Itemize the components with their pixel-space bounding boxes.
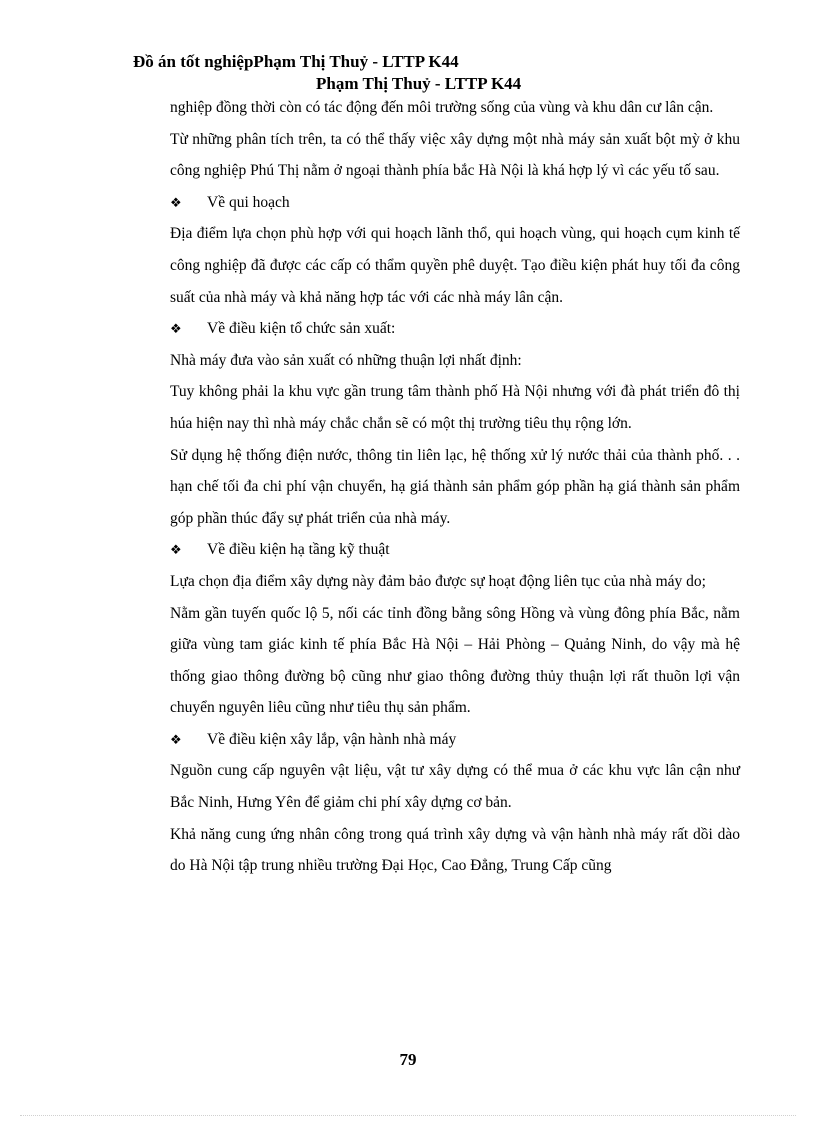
document-header-line2: Phạm Thị Thuỷ - LTTP K44 (316, 74, 522, 93)
paragraph: Nằm gần tuyến quốc lộ 5, nối các tỉnh đồng bằng sông Hồng và vùng đông phía Bắc, nằm giữa vùng tam giác kinh tế phía Bắc Hà Nội – Hải Phòng – Quảng Ninh, do vậy mà hệ thống giao thông đường bộ cũng như giao thông đường thủy thuận lợi rất thuõn lợi vận chuyển nguyên liêu cũng như tiêu thụ sản phẩm. (170, 604, 740, 717)
paragraph: Khả năng cung ứng nhân công trong quá trình xây dựng và vận hành nhà máy rất dồi dào do Hà Nội tập trung nhiều trường Đại Học, Cao Đẳng, Trung Cấp cũng (170, 825, 740, 875)
paragraph: Tuy không phải la khu vực gần trung tâm thành phố Hà Nội nhưng với đà phát triển đô thị húa hiện nay thì nhà máy chắc chắn sẽ có một thị trường tiêu thụ rộng lớn. (170, 383, 740, 432)
page-number: 79 (399, 1050, 417, 1069)
footer-divider (20, 1115, 796, 1116)
four-diamond-icon: ❖ (170, 542, 182, 558)
section-bullet (170, 724, 740, 756)
four-diamond-icon: ❖ (170, 194, 182, 210)
four-diamond-icon: ❖ (170, 321, 182, 337)
section-bullet (170, 534, 740, 566)
section-heading: Về điều kiện hạ tầng kỹ thuật (207, 541, 390, 559)
four-diamond-icon: ❖ (170, 731, 182, 747)
section-bullet (170, 187, 740, 219)
paragraph: Nhà máy đưa vào sản xuất có những thuận lợi nhất định: (170, 351, 522, 369)
paragraph: Nguồn cung cấp nguyên vật liệu, vật tư xây dựng có thể mua ở các khu vực lân cận như Bắc Ninh, Hưng Yên để giảm chi phí xây dựng cơ bản. (170, 762, 740, 812)
section-heading: Về điều kiện tổ chức sản xuất: (207, 320, 396, 338)
paragraph: Từ những phân tích trên, ta có thể thấy việc xây dựng một nhà máy sản xuất bột mỳ ở khu công nghiệp Phú Thị nằm ở ngoại thành phía bắc Hà Nội là khá hợp lý vì các yếu tố sau. (170, 130, 740, 180)
paragraph: Địa điểm lựa chọn phù hợp với qui hoạch lãnh thổ, qui hoạch vùng, qui hoạch cụm kinh tế công nghiệp đã được các cấp có thẩm quyền phê duyệt. Tạo điều kiện phát huy tối đa công suất của nhà máy và khả năng hợp tác với các nhà máy lân cận. (170, 225, 740, 306)
paragraph: Sử dụng hệ thống điện nước, thông tin liên lạc, hệ thống xử lý nước thải của thành phố. . . hạn chế tối đa chi phí vận chuyển, hạ giá thành sản phẩm góp phần hạ giá thành sản phẩm góp phần thúc đẩy sự phát triển của nhà máy. (170, 446, 740, 527)
paragraph: Lựa chọn địa điểm xây dựng này đảm bảo được sự hoạt động liên tục của nhà máy do; (170, 572, 706, 590)
page-body (170, 92, 740, 882)
section-bullet (170, 313, 740, 345)
section-heading: Về điều kiện xây lắp, vận hành nhà máy (207, 730, 457, 748)
section-heading: Về qui hoạch (207, 193, 290, 211)
paragraph: nghiệp đồng thời còn có tác động đến môi trường sống của vùng và khu dân cư lân cận. (170, 99, 714, 116)
document-header-line1: Đồ án tốt nghiệpPhạm Thị Thuỷ - LTTP K44 (133, 52, 459, 71)
